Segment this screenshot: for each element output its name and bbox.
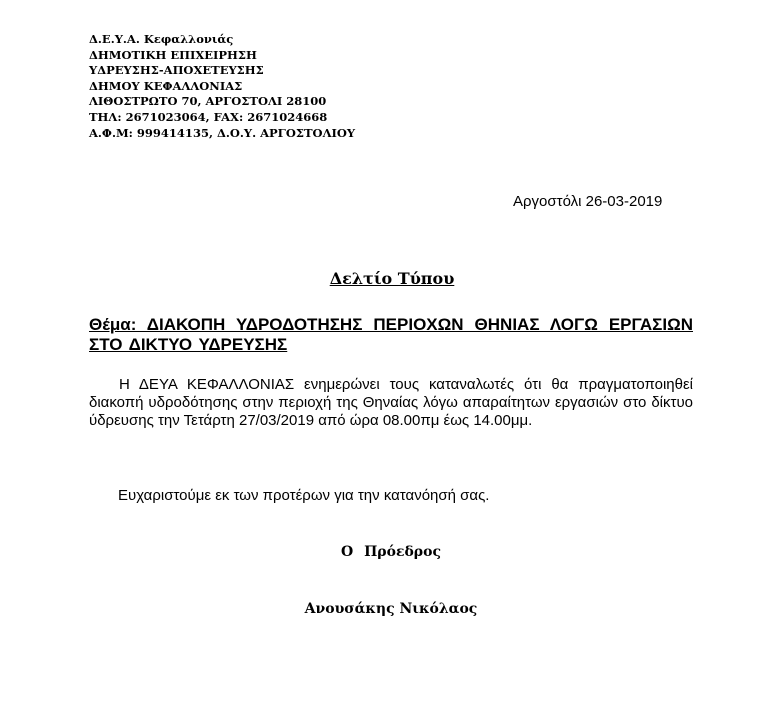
letterhead-address: ΛΙΘΟΣΤΡΩΤΟ 70, ΑΡΓΟΣΤΟΛΙ 28100: [89, 94, 327, 109]
document-title: Δελτίο Τύπου: [329, 269, 455, 288]
letterhead-phone-fax: ΤΗΛ: 2671023064, FAX: 2671024668: [89, 109, 328, 124]
document-subject: Θέμα: ΔΙΑΚΟΠΗ ΥΔΡΟΔΟΤΗΣΗΣ ΠΕΡΙΟΧΩΝ ΘΗΝΙΑΣ ΛΟΓΩ ΕΡΓΑΣΙΩΝ ΣΤΟ ΔΙΚΤΥΟ ΥΔΡΕΥΣΗΣ: [89, 315, 693, 354]
thanks-paragraph: Ευχαριστούμε εκ των προτέρων για την κατανόησή σας.: [118, 487, 490, 504]
document-title-wrapper: [0, 269, 782, 288]
letterhead-org-type: ΔΗΜΟΤΙΚΗ ΕΠΙΧΕΙΡΗΣΗ: [89, 47, 257, 62]
letterhead-tax-id: Α.Φ.Μ: 999414135, Δ.Ο.Υ. ΑΡΓΟΣΤΟΛΙΟΥ: [89, 125, 356, 140]
letterhead-org-field: ΥΔΡΕΥΣΗΣ-ΑΠΟΧΕΤΕΥΣΗΣ: [89, 63, 264, 78]
signature-role: Ο Πρόεδρος: [341, 544, 441, 560]
letterhead-org-short: Δ.Ε.Υ.Α. Κεφαλλονιάς: [89, 32, 234, 46]
letterhead-municipality: ΔΗΜΟΥ ΚΕΦΑΛΛΟΝΙΑΣ: [89, 78, 243, 93]
body-paragraph: Η ΔΕΥΑ ΚΕΦΑΛΛΟΝΙΑΣ ενημερώνει τους καταναλωτές ότι θα πραγματοποιηθεί διακοπή υδροδότησης στην περιοχή της Θηναίας λόγω απαραίτητων εργασιών στο δίκτυο ύδρευσης την Τετάρτη 27/03/2019 από ώρα 08.00πμ έως 14.00μμ.: [89, 376, 693, 429]
letterhead: [89, 32, 355, 141]
document-date: Αργοστόλι 26-03-2019: [513, 193, 663, 210]
signature-name: Ανουσάκης Νικόλαος: [304, 601, 478, 617]
